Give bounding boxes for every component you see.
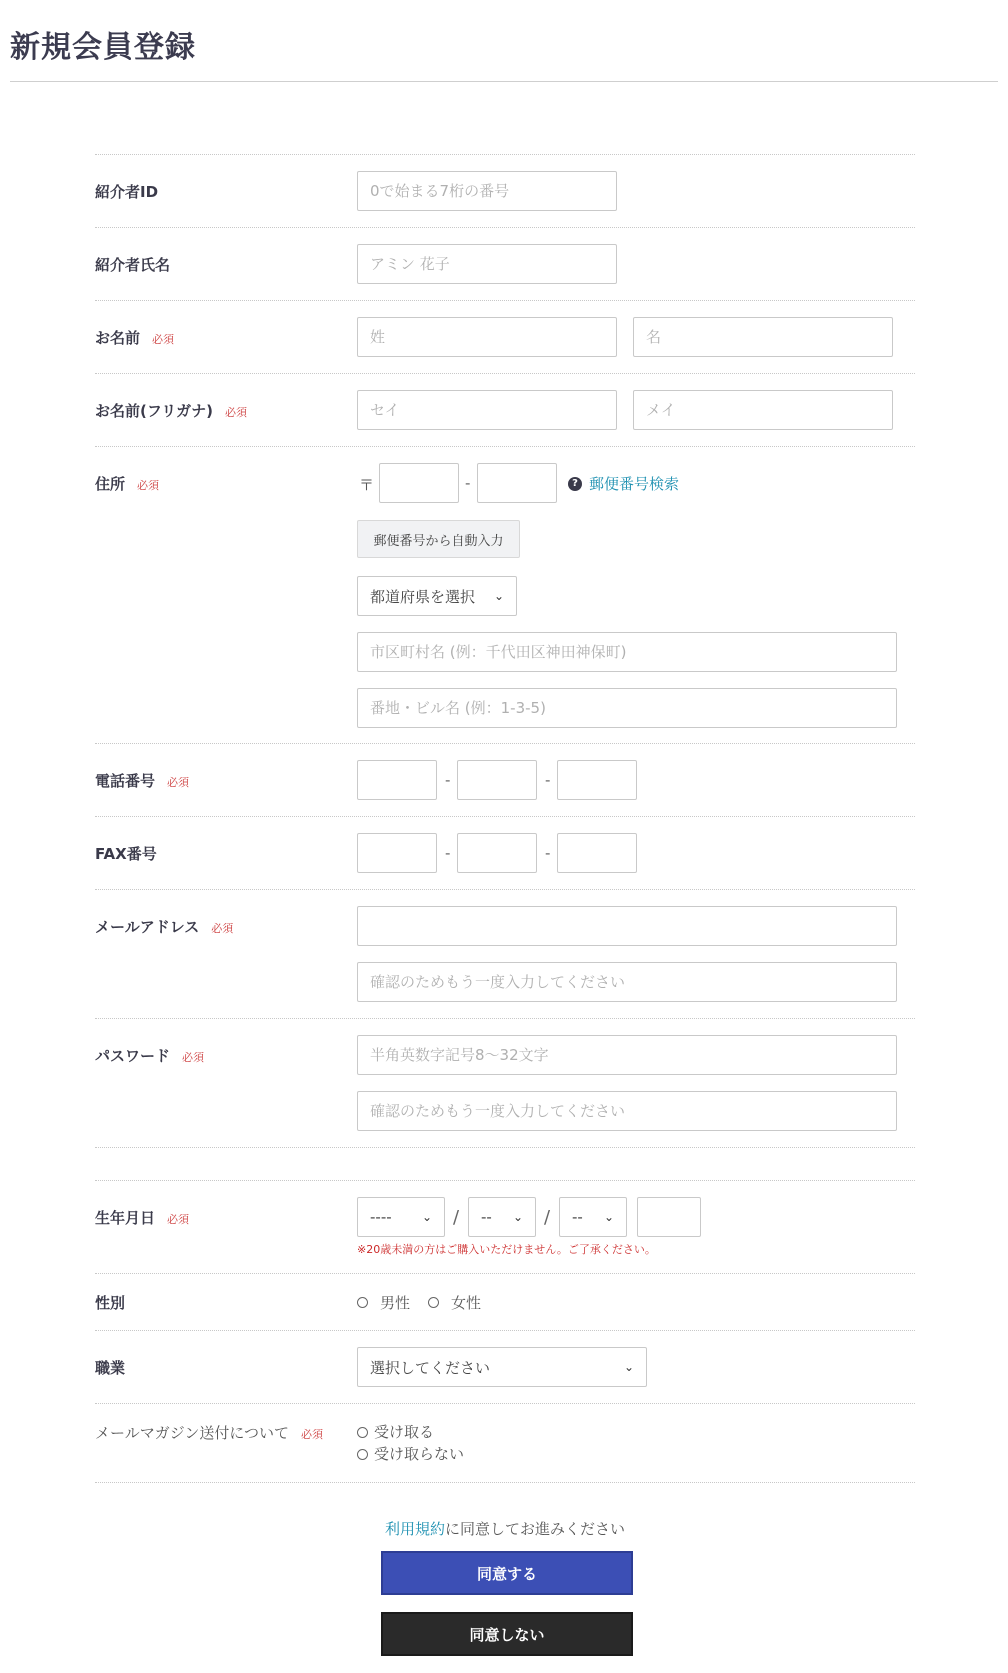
fax-dash: - xyxy=(445,844,451,862)
chevron-down-icon: ⌄ xyxy=(603,1210,614,1224)
first-name-kana-input[interactable] xyxy=(633,390,893,430)
required-badge: 必須 xyxy=(301,1428,324,1441)
row-password xyxy=(95,1018,915,1147)
occupation-select[interactable] xyxy=(357,1347,647,1387)
radio-female[interactable] xyxy=(428,1297,439,1308)
birth-day-select[interactable] xyxy=(559,1197,627,1237)
phone-part-2-input[interactable] xyxy=(457,760,537,800)
row-newsletter xyxy=(95,1403,915,1483)
chevron-down-icon: ⌄ xyxy=(623,1360,634,1374)
gender-option-male[interactable]: 男性 xyxy=(380,1294,411,1312)
row-referrer-id xyxy=(95,154,915,227)
required-badge: 必須 xyxy=(137,479,160,492)
row-birthday xyxy=(95,1180,915,1273)
title-divider xyxy=(10,81,998,82)
newsletter-option-receive[interactable] xyxy=(357,1421,464,1443)
email-confirm-input[interactable] xyxy=(357,962,897,1002)
phone-label: 電話番号 必須 xyxy=(95,772,190,790)
referrer-id-input[interactable] xyxy=(357,171,617,211)
radio-decline[interactable] xyxy=(357,1449,368,1460)
row-gender xyxy=(95,1273,915,1330)
date-slash: / xyxy=(453,1207,460,1228)
postal-search[interactable] xyxy=(568,473,679,494)
last-name-kana-input[interactable] xyxy=(357,390,617,430)
birth-day-value: -- xyxy=(572,1208,583,1226)
phone-part-3-input[interactable] xyxy=(557,760,637,800)
disagree-button[interactable]: 同意しない xyxy=(381,1612,633,1656)
row-referrer-name xyxy=(95,227,915,300)
terms-text: に同意してお進みください xyxy=(445,1520,626,1538)
newsletter-option-receive-label[interactable]: 受け取る xyxy=(374,1423,435,1441)
date-slash: / xyxy=(544,1207,551,1228)
row-email xyxy=(95,889,915,1018)
postal-code-first-input[interactable] xyxy=(379,463,459,503)
row-address xyxy=(95,446,915,743)
prefecture-selected-value: 都道府県を選択 xyxy=(370,587,476,606)
age-restriction-note: ※20歳未満の方はご購入いただけません。ご了承ください。 xyxy=(357,1243,656,1256)
first-name-input[interactable] xyxy=(633,317,893,357)
fax-dash: - xyxy=(545,844,551,862)
newsletter-options xyxy=(357,1421,464,1465)
birth-month-value: -- xyxy=(481,1208,492,1226)
newsletter-option-decline[interactable] xyxy=(357,1443,464,1465)
chevron-down-icon: ⌄ xyxy=(421,1210,432,1224)
gender-option-female[interactable]: 女性 xyxy=(451,1294,482,1312)
postal-search-link[interactable]: 郵便番号検索 xyxy=(589,475,680,493)
referrer-id-label: 紹介者ID xyxy=(95,183,159,201)
radio-male[interactable] xyxy=(357,1297,368,1308)
row-occupation xyxy=(95,1330,915,1403)
password-input[interactable] xyxy=(357,1035,897,1075)
chevron-down-icon: ⌄ xyxy=(493,589,504,603)
page-title: 新規会員登録 xyxy=(10,30,196,65)
password-label: パスワード 必須 xyxy=(95,1047,205,1065)
newsletter-label: メールマガジン送付について 必須 xyxy=(95,1424,324,1442)
chevron-down-icon: ⌄ xyxy=(512,1210,523,1224)
fax-part-1-input[interactable] xyxy=(357,833,437,873)
phone-dash: - xyxy=(545,771,551,789)
birthday-label: 生年月日 必須 xyxy=(95,1209,190,1227)
required-badge: 必須 xyxy=(182,1051,205,1064)
terms-agreement-text xyxy=(95,1518,915,1539)
required-badge: 必須 xyxy=(152,333,175,346)
agree-button[interactable]: 同意する xyxy=(381,1551,633,1595)
phone-dash: - xyxy=(445,771,451,789)
row-fax xyxy=(95,816,915,889)
email-input[interactable] xyxy=(357,906,897,946)
street-input[interactable] xyxy=(357,688,897,728)
required-badge: 必須 xyxy=(224,406,247,419)
name-label: お名前 必須 xyxy=(95,329,175,347)
password-confirm-input[interactable] xyxy=(357,1091,897,1131)
row-spacer xyxy=(95,1147,915,1180)
fax-part-2-input[interactable] xyxy=(457,833,537,873)
required-badge: 必須 xyxy=(167,776,190,789)
age-field[interactable] xyxy=(637,1197,701,1237)
autofill-address-button[interactable]: 郵便番号から自動入力 xyxy=(357,520,520,558)
birth-year-select[interactable] xyxy=(357,1197,445,1237)
phone-part-1-input[interactable] xyxy=(357,760,437,800)
question-circle-icon: ? xyxy=(568,477,582,491)
required-badge: 必須 xyxy=(211,922,234,935)
name-kana-label: お名前(フリガナ) 必須 xyxy=(95,402,247,420)
referrer-name-label: 紹介者氏名 xyxy=(95,256,171,274)
email-label: メールアドレス 必須 xyxy=(95,918,234,936)
postal-code-second-input[interactable] xyxy=(477,463,557,503)
fax-label: FAX番号 xyxy=(95,845,157,863)
fax-part-3-input[interactable] xyxy=(557,833,637,873)
gender-label: 性別 xyxy=(95,1294,126,1312)
last-name-input[interactable] xyxy=(357,317,617,357)
postal-dash: - xyxy=(465,474,471,492)
address-label: 住所 必須 xyxy=(95,475,160,493)
postal-mark: 〒 xyxy=(359,476,375,494)
occupation-label: 職業 xyxy=(95,1359,126,1377)
prefecture-select[interactable] xyxy=(357,576,517,616)
gender-options xyxy=(357,1292,481,1313)
city-input[interactable] xyxy=(357,632,897,672)
row-name-kana xyxy=(95,373,915,446)
occupation-selected-value: 選択してください xyxy=(370,1358,491,1377)
birth-month-select[interactable] xyxy=(468,1197,536,1237)
registration-form xyxy=(95,154,915,1483)
referrer-name-input[interactable] xyxy=(357,244,617,284)
terms-link[interactable]: 利用規約 xyxy=(384,1520,445,1538)
birth-year-value: ---- xyxy=(370,1208,392,1226)
row-name xyxy=(95,300,915,373)
newsletter-option-decline-label[interactable]: 受け取らない xyxy=(374,1445,465,1463)
required-badge: 必須 xyxy=(167,1213,190,1226)
radio-receive[interactable] xyxy=(357,1427,368,1438)
row-phone xyxy=(95,743,915,816)
